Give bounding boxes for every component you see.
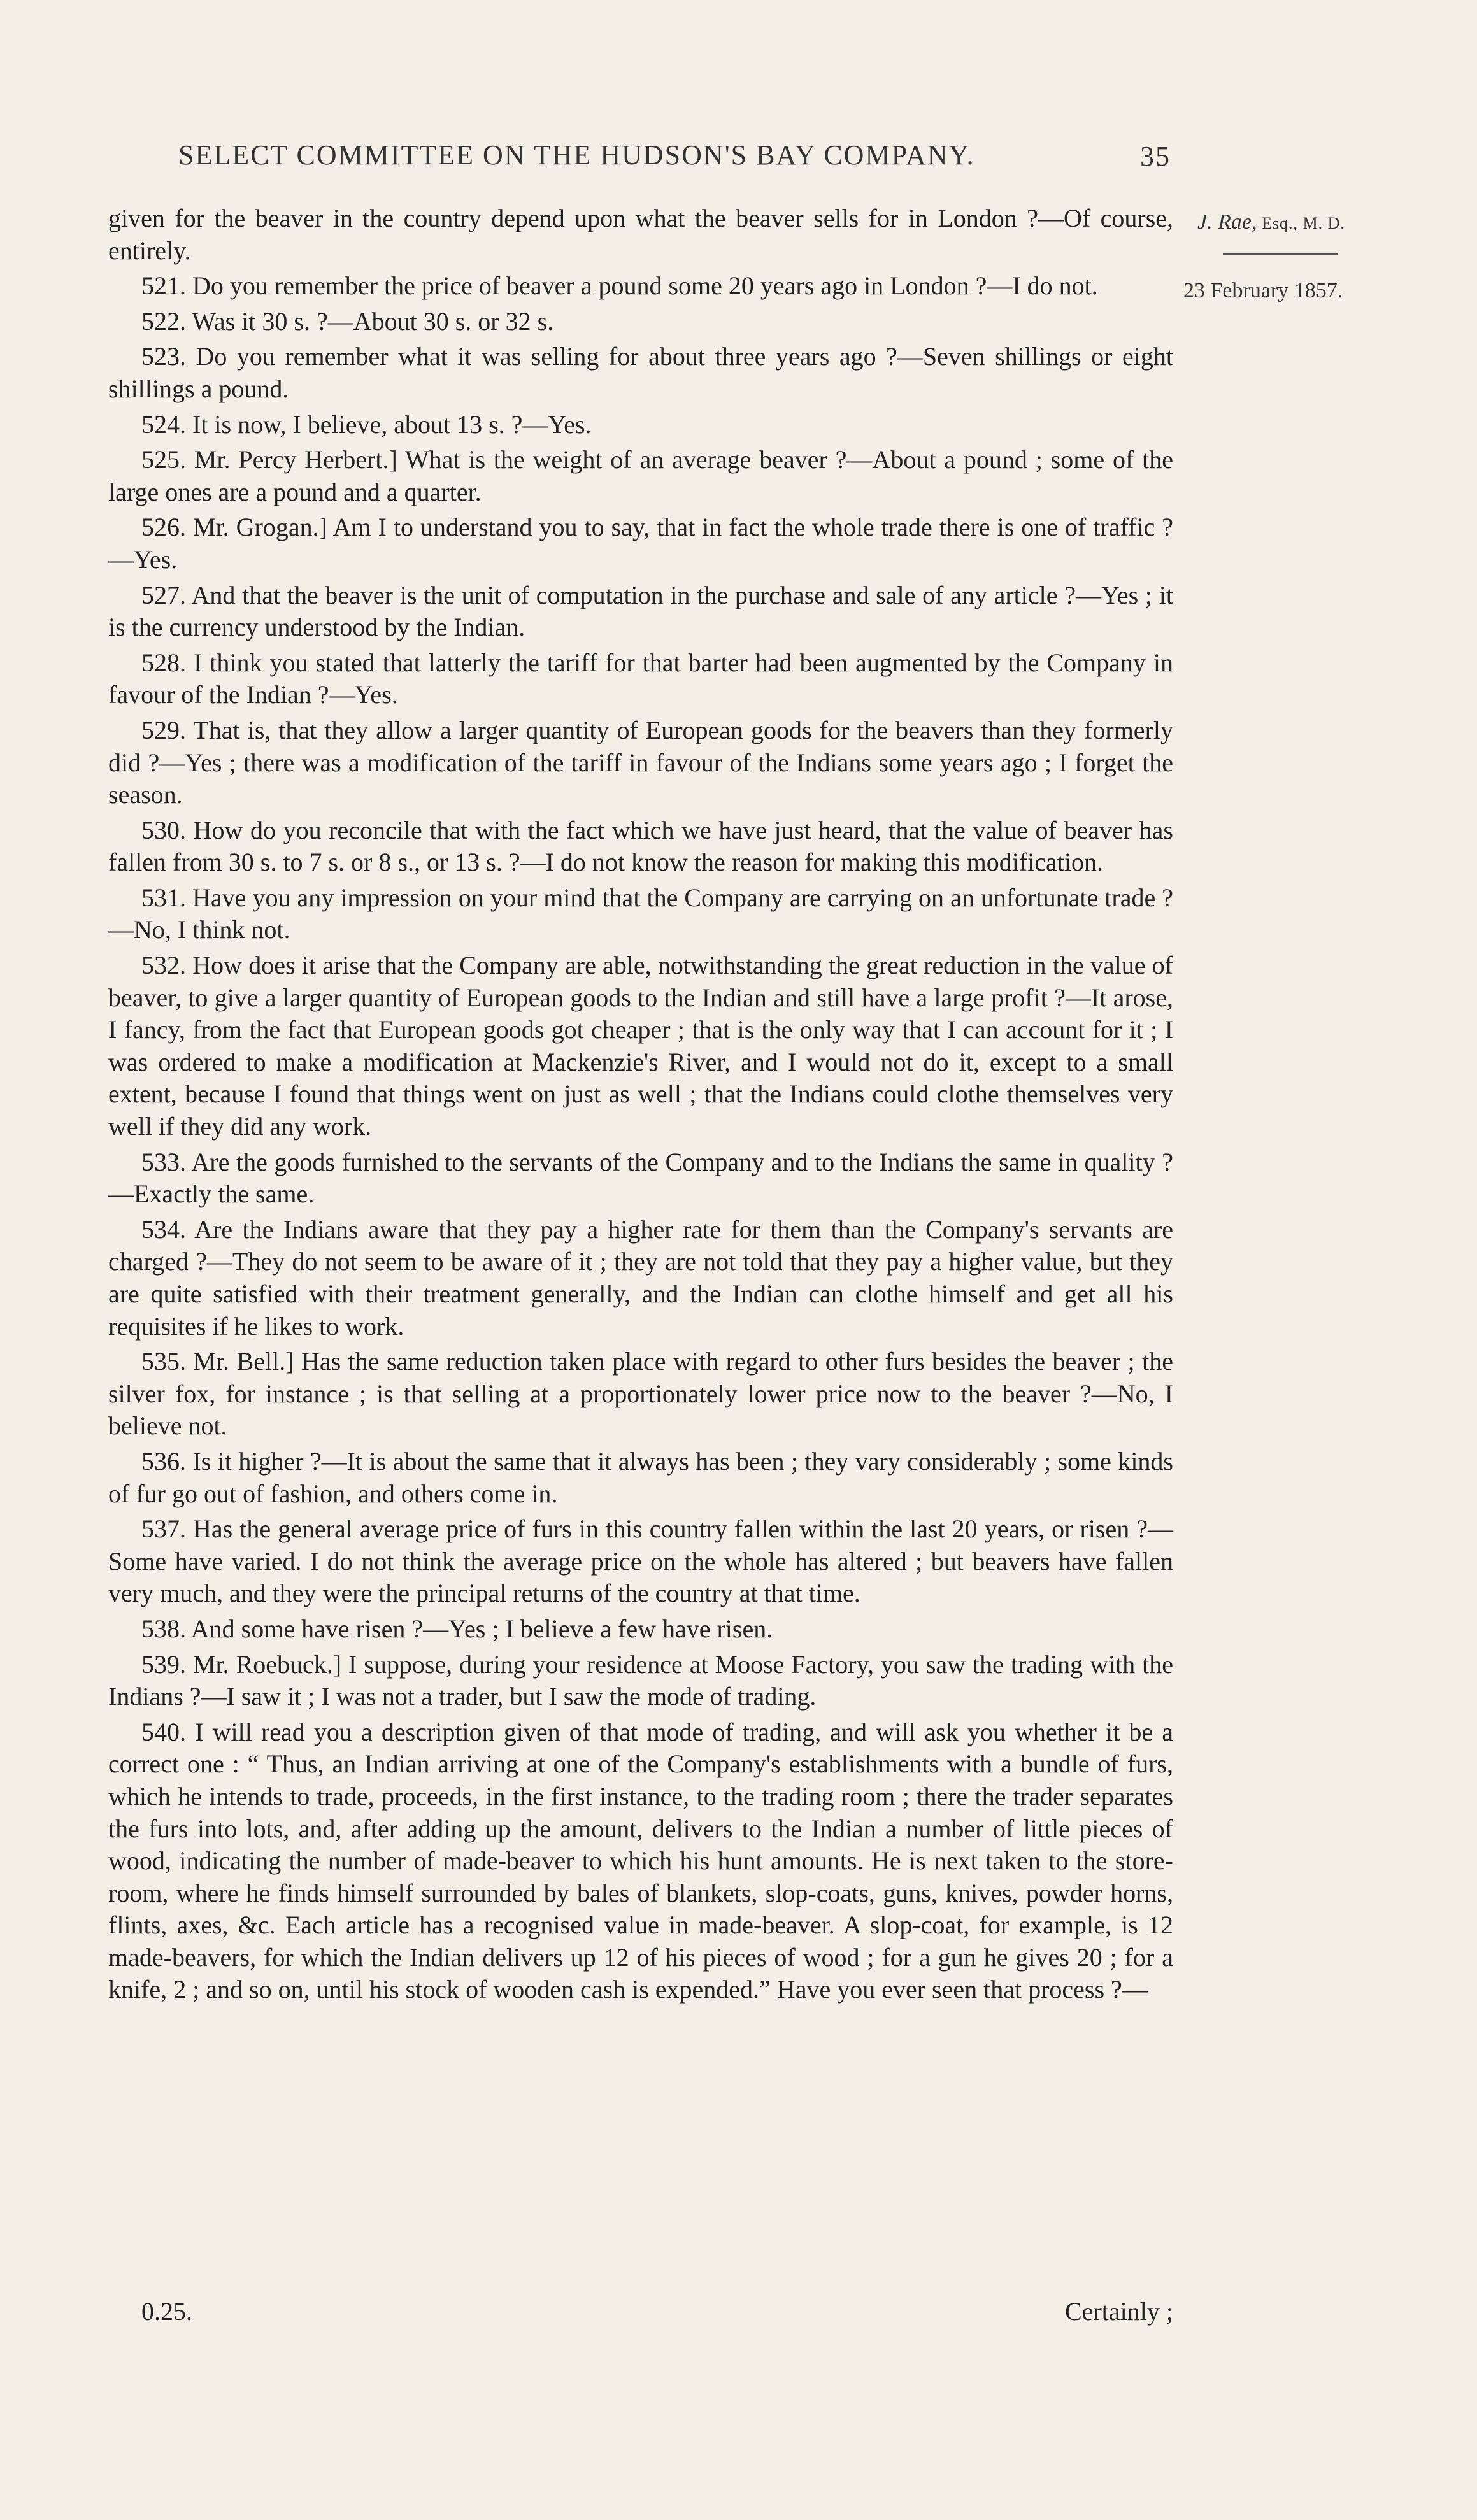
testimony-paragraph: 523. Do you remember what it was selling for about three years ago ?—Seven shillings or eight shillings a pound. <box>108 342 1173 403</box>
testimony-paragraph: given for the beaver in the country depend upon what the beaver sells for in London ?—Of course, entirely. <box>108 204 1173 265</box>
witness-suffix: Esq., M. D. <box>1257 214 1345 232</box>
testimony-paragraph: 533. Are the goods furnished to the servants of the Company and to the Indians the same in quality ?—Exactly the same. <box>108 1147 1173 1209</box>
signature-mark: 0.25. <box>141 2297 192 2326</box>
testimony-paragraph: 521. Do you remember the price of beaver a pound some 20 years ago in London ?—I do not. <box>141 271 1098 301</box>
witness-initial: J. Rae, <box>1197 210 1257 234</box>
testimony-paragraph: 524. It is now, I believe, about 13 s. ?—Yes. <box>141 409 592 439</box>
header-title: SELECT COMMITTEE ON THE HUDSON'S BAY COMPANY. <box>178 139 975 171</box>
testimony-paragraph: 530. How do you reconcile that with the fact which we have just heard, that the value of beaver has fallen from 30 s. to 7 s. or 8 s., or 13 s. ?—I do not know the reason for making this modification. <box>108 815 1173 877</box>
testimony-paragraph: 538. And some have risen ?—Yes ; I believe a few have risen. <box>141 1614 773 1643</box>
testimony-paragraph: 529. That is, that they allow a larger quantity of European goods for the beavers than they formerly did ?—Yes ; there was a modification of the tariff in favour of the Indians some years ago ; I forget the season. <box>108 715 1173 809</box>
testimony-paragraph: 536. Is it higher ?—It is about the same that it always has been ; they vary considerably ; some kinds of fur go out of fashion, and others come in. <box>108 1446 1173 1508</box>
witness-name <box>1197 210 1345 234</box>
testimony-paragraph: 525. Mr. Percy Herbert.] What is the weight of an average beaver ?—About a pound ; some of the large ones are a pound and a quarter. <box>108 445 1173 506</box>
testimony-paragraph: 526. Mr. Grogan.] Am I to understand you to say, that in fact the whole trade there is one of traffic ?—Yes. <box>108 513 1173 574</box>
testimony-paragraph: 522. Was it 30 s. ?—About 30 s. or 32 s. <box>141 306 554 336</box>
testimony-paragraph: 528. I think you stated that latterly the tariff for that barter had been augmented by the Company in favour of the Indian ?—Yes. <box>108 648 1173 709</box>
document-body <box>108 203 1173 2009</box>
margin-rule <box>1223 253 1338 255</box>
catchword: Certainly ; <box>1065 2297 1173 2326</box>
testimony-paragraph: 532. How does it arise that the Company are able, notwithstanding the great reduction in the value of beaver, to give a larger quantity of European goods to the Indian and still have a large profit ?—It arose, I fancy, from the fact that European goods got cheaper ; that is the only way that I can account for it ; I was ordered to make a modification at Mackenzie's River, and I would not do it, except to a small extent, because I found that things went on just as well ; that the Indians could clothe themselves very well if they did any work. <box>108 951 1173 1141</box>
page-number: 35 <box>1140 141 1171 172</box>
testimony-paragraph: 535. Mr. Bell.] Has the same reduction taken place with regard to other furs besides the beaver ; the silver fox, for instance ; is that selling at a proportionately lower price now to the beaver ?—No, I believe not. <box>108 1347 1173 1441</box>
testimony-paragraph: 539. Mr. Roebuck.] I suppose, during your residence at Moose Factory, you saw the trading with the Indians ?—I saw it ; I was not a trader, but I saw the mode of trading. <box>108 1649 1173 1711</box>
testimony-paragraph: 540. I will read you a description given of that mode of trading, and will ask you whether it be a correct one : “ Thus, an Indian arriving at one of the Company's establishments with a bundle of furs, which he intends to trade, proceeds, in the first instance, to the trading room ; there the trader separates the furs into lots, and, after adding up the amount, delivers to the Indian a number of little pieces of wood, indicating the number of made-beaver to which his hunt amounts. He is next taken to the store-room, where he finds himself surrounded by bales of blankets, slop-coats, guns, knives, powder horns, flints, axes, &c. Each article has a recognised value in made-beaver. A slop-coat, for example, is 12 made-beavers, for which the Indian delivers up 12 of his pieces of wood ; for a gun he gives 20 ; for a knife, 2 ; and so on, until his stock of wooden cash is expended.” Have you ever seen that process ?— <box>108 1717 1173 2004</box>
testimony-paragraph: 531. Have you any impression on your mind that the Company are carrying on an unfortunate trade ?—No, I think not. <box>108 883 1173 944</box>
testimony-paragraph: 527. And that the beaver is the unit of computation in the purchase and sale of any article ?—Yes ; it is the currency understood by the Indian. <box>108 580 1173 642</box>
testimony-paragraph: 534. Are the Indians aware that they pay a higher rate for them than the Company's servants are charged ?—They do not seem to be aware of it ; they are not told that they pay a higher value, but they are quite satisfied with their treatment generally, and the Indian can clothe himself and get all his requisites if he likes to work. <box>108 1214 1173 1341</box>
margin-date: 23 February 1857. <box>1183 279 1343 303</box>
testimony-paragraph: 537. Has the general average price of furs in this country fallen within the last 20 years, or risen ?—Some have varied. I do not think the average price on the whole has altered ; but beavers have fallen very much, and they were the principal returns of the country at that time. <box>108 1514 1173 1608</box>
page-footer <box>108 2296 1173 2330</box>
